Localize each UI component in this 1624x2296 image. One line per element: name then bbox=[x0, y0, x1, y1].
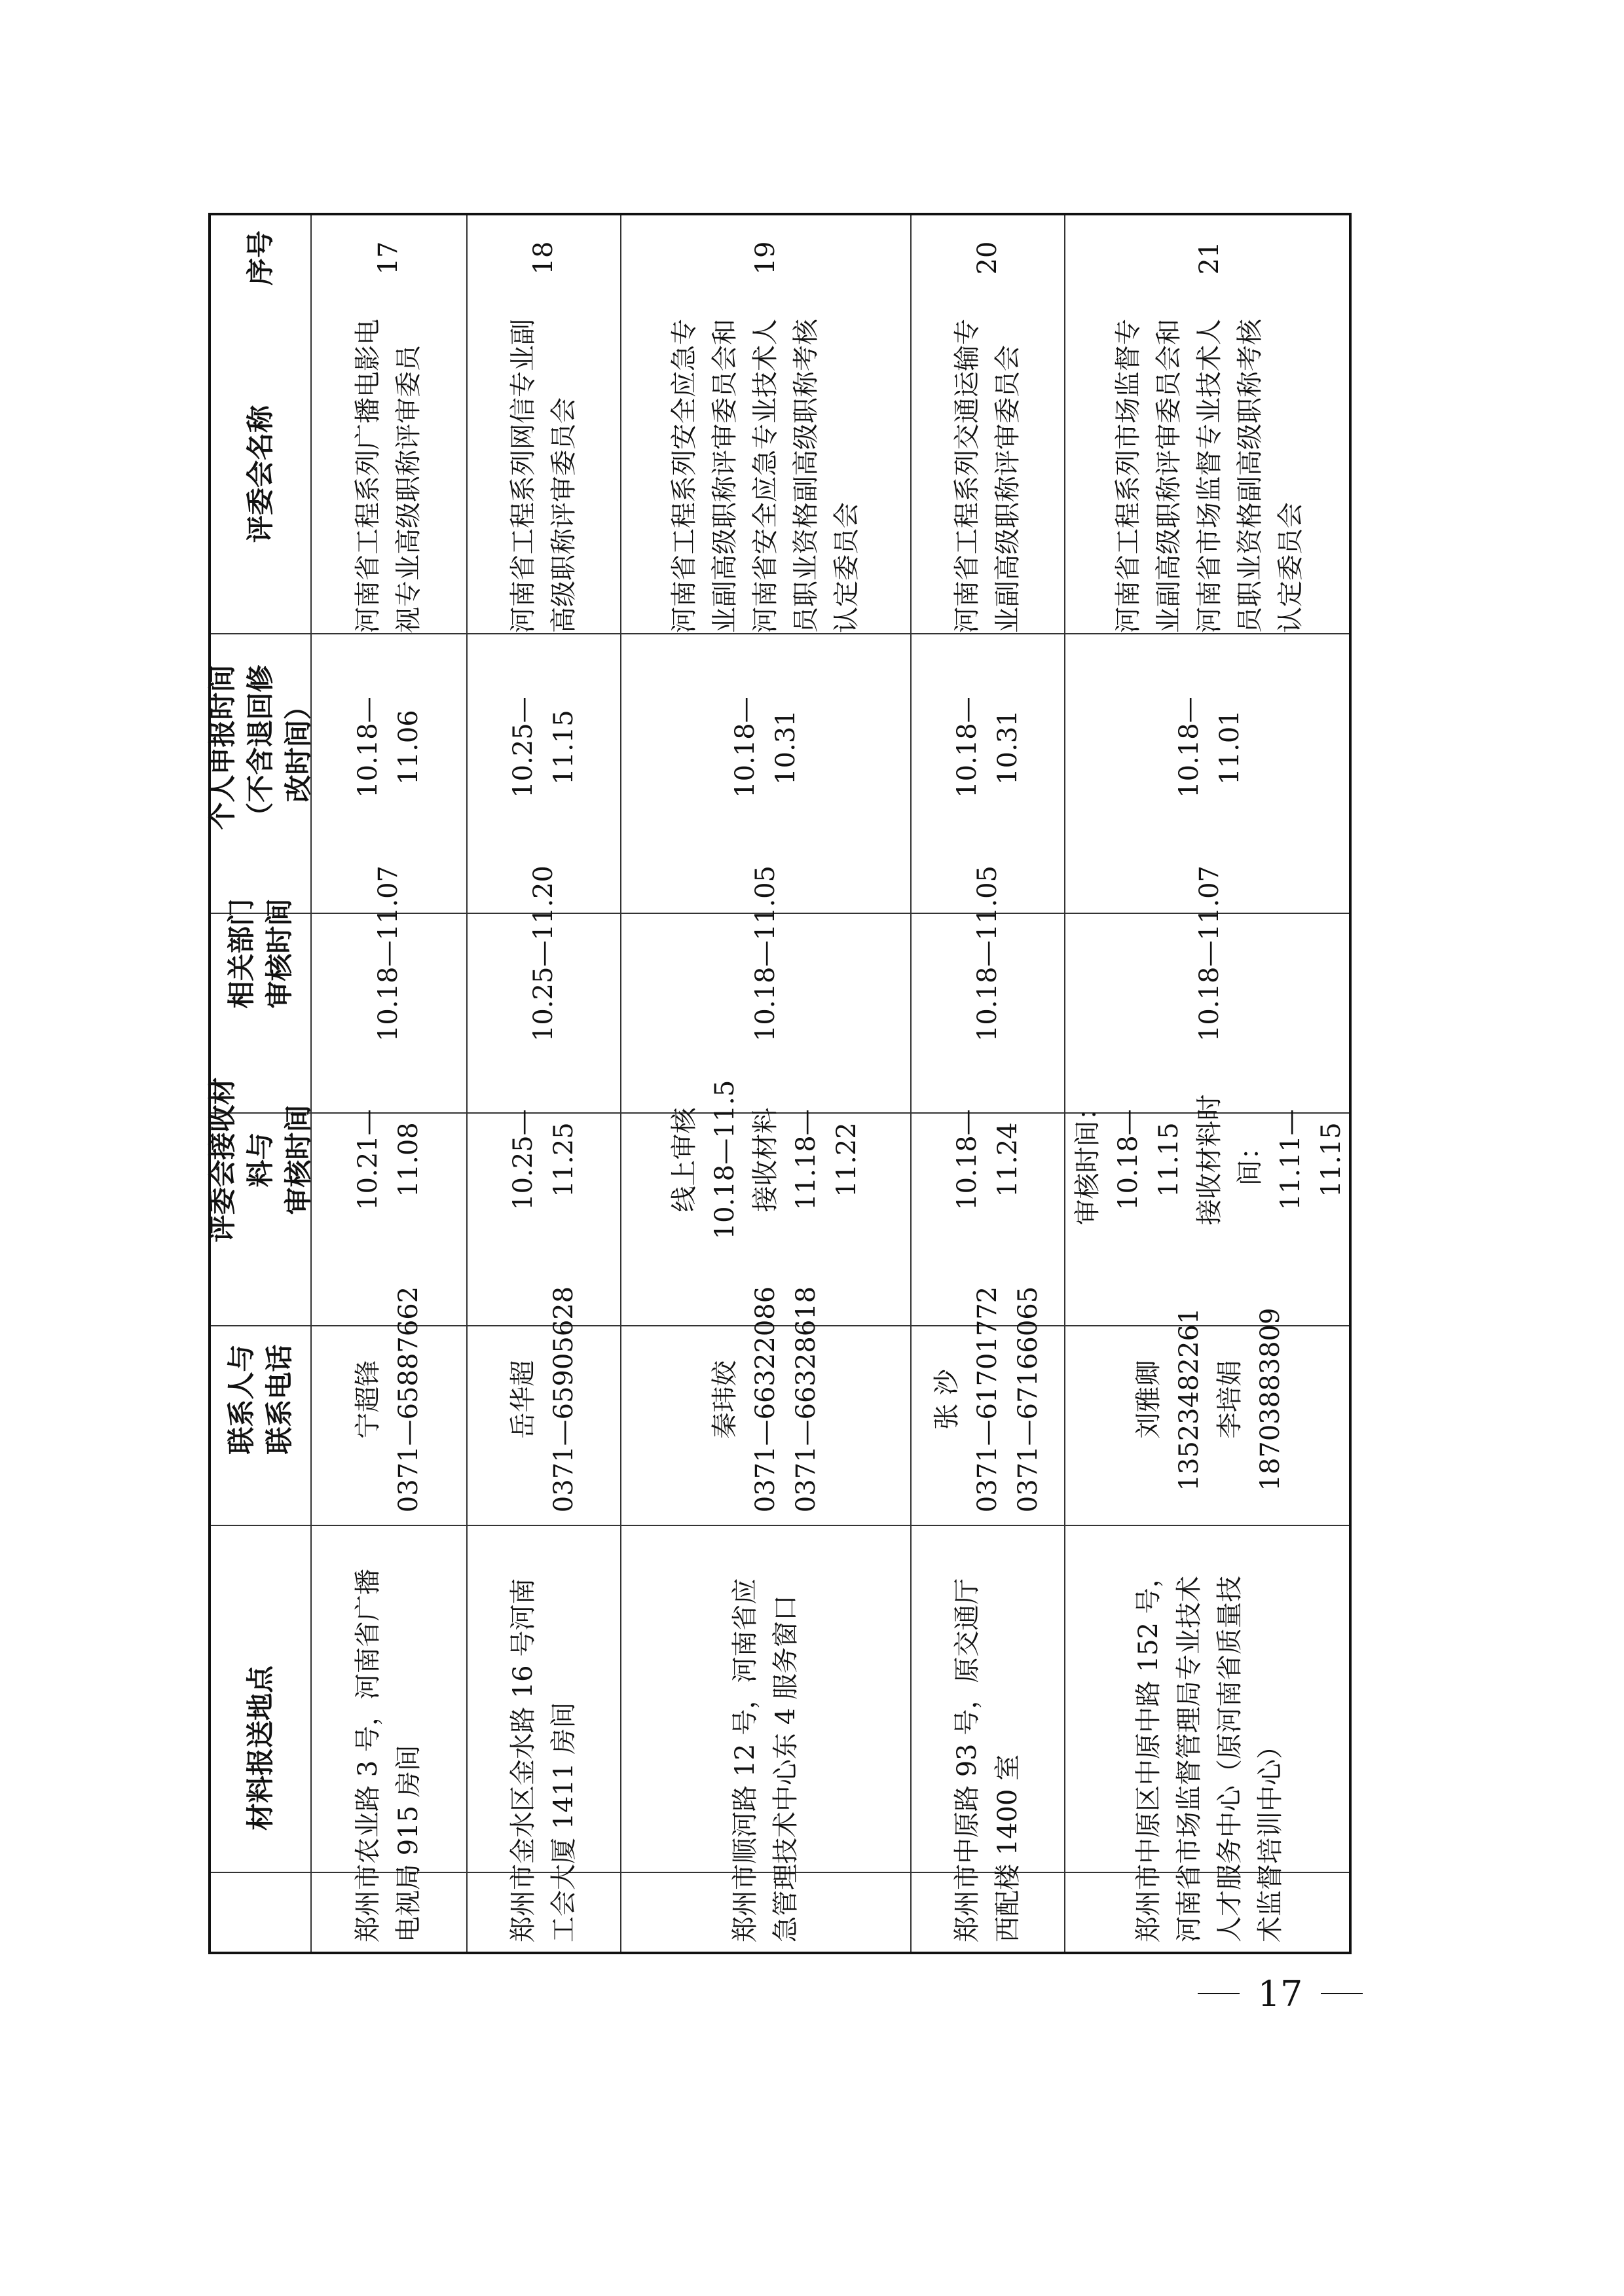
row-21-address: 郑州市中原区中原中路 152 号，河南省市场监督管理局专业技术人才服务中心（原河南省质量技术监督培训中心） bbox=[1133, 1561, 1285, 1942]
application-schedule-table bbox=[208, 213, 1352, 1954]
row-19-no: 19 bbox=[750, 241, 781, 275]
row-17-apply: 10.18—11.06 bbox=[353, 697, 424, 798]
row-17-contact: 宁超锋 0371—65887662 bbox=[353, 1286, 424, 1513]
row-18-dept: 10.25—11.20 bbox=[528, 865, 559, 1042]
page-number-dash-left bbox=[1198, 1993, 1240, 1994]
row-20-address: 郑州市中原路 93 号，原交通厅西配楼 1400 室 bbox=[951, 1578, 1023, 1942]
row-21-apply: 10.18—11.01 bbox=[1173, 697, 1245, 798]
header-no: 序号 bbox=[244, 230, 276, 286]
page-number-dash-right bbox=[1321, 1993, 1363, 1994]
row-19-name: 河南省工程系列安全应急专业副高级职称评审委员会和河南省安全应急专业技术人员职业资格副高级职称考核认定委员会 bbox=[669, 319, 862, 633]
header-contact: 联系人与 联系电话 bbox=[225, 1344, 295, 1455]
row-17-no: 17 bbox=[373, 241, 403, 275]
row-19-committee: 线上审核 10.18—11.5 接收材料 11.18—11.22 bbox=[669, 1080, 862, 1240]
row-20-name: 河南省工程系列交通运输专业副高级职称评审委员会 bbox=[951, 319, 1023, 633]
header-address: 材料报送地点 bbox=[244, 1666, 276, 1831]
row-18-address: 郑州市金水区金水路 16 号河南工会大厦 1411 房间 bbox=[507, 1578, 579, 1942]
page-number bbox=[1172, 1967, 1388, 2020]
row-17-address: 郑州市农业路 3 号，河南省广播电视局 915 房间 bbox=[353, 1569, 424, 1942]
row-17-name: 河南省工程系列广播电影电视专业高级职称评审委员 bbox=[353, 319, 424, 633]
row-21-name: 河南省工程系列市场监督专业副高级职称评审委员会和河南省市场监督专业技术人员职业资格副高级职称考核认定委员会 bbox=[1113, 319, 1306, 633]
header-committee-name: 评委会名称 bbox=[244, 405, 276, 543]
row-18-committee: 10.25—11.25 bbox=[507, 1109, 579, 1211]
row-20-committee: 10.18—11.24 bbox=[951, 1109, 1023, 1211]
row-19-apply: 10.18—10.31 bbox=[729, 697, 801, 798]
row-18-apply: 10.25—11.15 bbox=[507, 697, 579, 798]
row-21-contact: 刘雅卿 13523482261 李培娟 18703883809 bbox=[1133, 1307, 1285, 1491]
page-number-value: 17 bbox=[1257, 1973, 1303, 2014]
row-20-contact: 张 沙 0371—61701772 0371—67166065 bbox=[931, 1286, 1043, 1513]
row-20-no: 20 bbox=[972, 241, 1003, 275]
header-committee-receive-time: 评委会接收材料与 审核时间 bbox=[206, 1077, 314, 1243]
row-21-dept: 10.18—11.07 bbox=[1194, 865, 1225, 1042]
header-dept-review-time: 相关部门 审核时间 bbox=[225, 898, 295, 1009]
row-21-committee: 审核时间： 10.18—11.15 接收材料时间： 11.11—11.15 bbox=[1072, 1094, 1346, 1226]
rotated-table-content bbox=[206, 215, 1354, 1957]
row-20-apply: 10.18—10.31 bbox=[951, 697, 1023, 798]
row-21-no: 21 bbox=[1194, 241, 1225, 275]
row-20-dept: 10.18—11.05 bbox=[972, 865, 1003, 1042]
row-19-contact: 秦玮姣 0371—66322086 0371—66328618 bbox=[709, 1286, 821, 1513]
row-19-address: 郑州市顺河路 12 号，河南省应急管理技术中心东 4 服务窗口 bbox=[729, 1578, 801, 1942]
row-18-no: 18 bbox=[528, 241, 559, 275]
header-apply-time: 个人申报时间 （不含退回修改时间） bbox=[206, 665, 314, 830]
row-17-committee: 10.21—11.08 bbox=[353, 1109, 424, 1211]
row-19-dept: 10.18—11.05 bbox=[750, 865, 781, 1042]
row-18-contact: 岳华超 0371—65905628 bbox=[507, 1286, 579, 1513]
row-17-dept: 10.18—11.07 bbox=[373, 865, 403, 1042]
row-18-name: 河南省工程系列网信专业副高级职称评审委员会 bbox=[507, 319, 579, 633]
